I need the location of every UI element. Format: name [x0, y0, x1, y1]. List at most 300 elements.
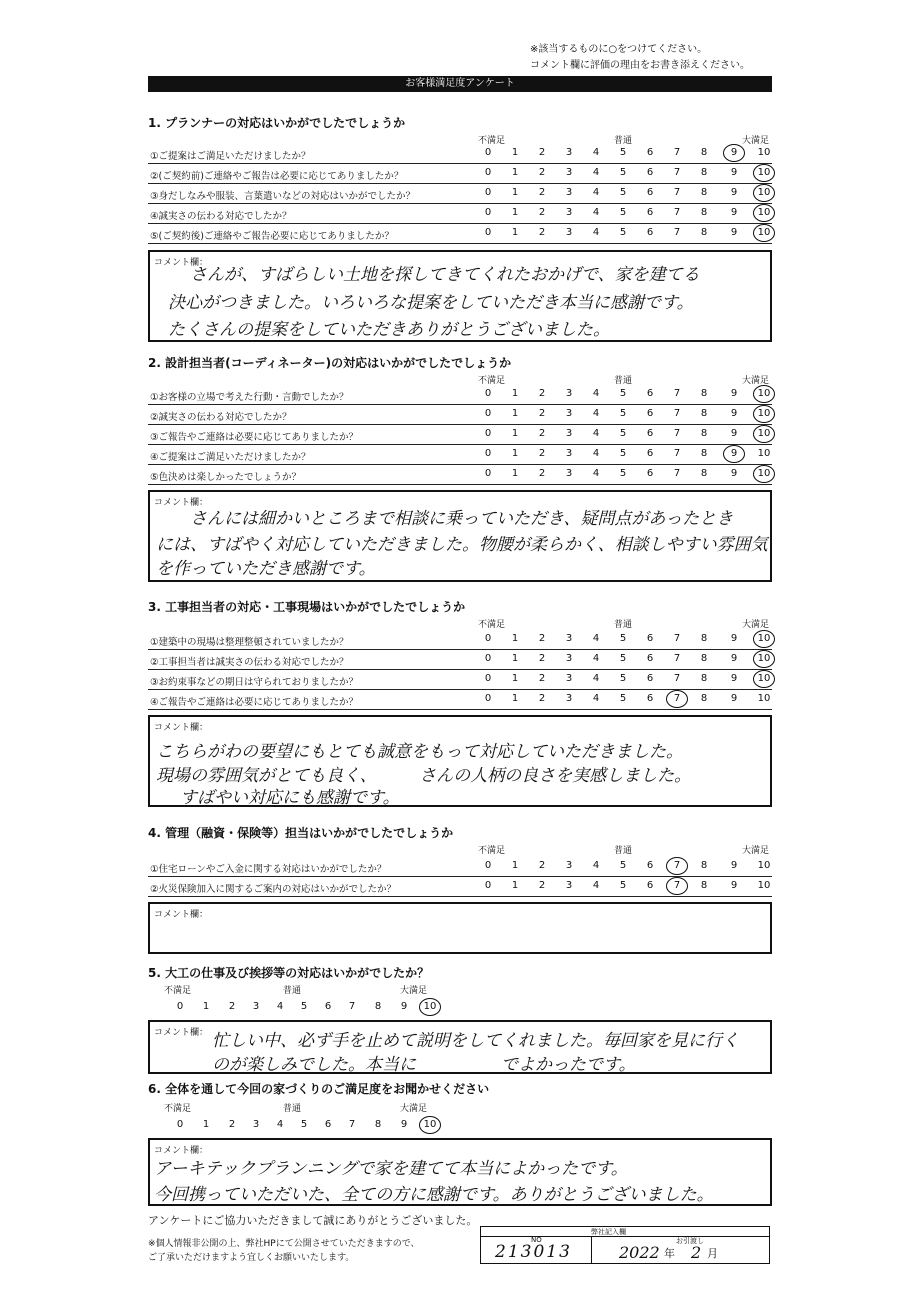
scale-high-label: 大満足: [400, 986, 428, 996]
scale-high-label: 大満足: [742, 136, 770, 146]
rating-option[interactable]: 7: [673, 880, 681, 891]
rating-option[interactable]: 1: [511, 227, 519, 238]
rating-option[interactable]: 1: [511, 653, 519, 664]
no-label: NO: [531, 1236, 542, 1244]
scale-low-label: 不満足: [478, 620, 506, 630]
rating-option[interactable]: 0: [484, 408, 492, 419]
rating-option[interactable]: 2: [538, 860, 546, 871]
rating-option[interactable]: 7: [673, 860, 681, 871]
rating-option[interactable]: 2: [538, 408, 546, 419]
section-5-scale: [148, 998, 448, 1018]
comment-line: 今回携っていただいた、全ての方に感謝です。ありがとうございました。: [154, 1185, 714, 1205]
scale-low-label: 不満足: [478, 136, 506, 146]
rating-option[interactable]: 9: [730, 207, 738, 218]
question-text: ②誠実さの伝わる対応でしたか？: [150, 412, 292, 423]
rating-option[interactable]: 1: [511, 880, 519, 891]
comment-line: アーキテックプランニングで家を建てて本当によかったです。: [154, 1159, 628, 1179]
rating-option[interactable]: 6: [646, 187, 654, 198]
rating-option[interactable]: 9: [730, 408, 738, 419]
rating-option[interactable]: 7: [673, 468, 681, 479]
rating-option[interactable]: 10: [757, 468, 771, 479]
rating-option[interactable]: 1: [202, 1119, 210, 1130]
rating-option[interactable]: 5: [619, 428, 627, 439]
rating-option[interactable]: 4: [592, 860, 600, 871]
rating-option[interactable]: 5: [619, 633, 627, 644]
rating-option[interactable]: 4: [592, 167, 600, 178]
comment-line: たくさんの提案をしていただきありがとうございました。: [168, 320, 610, 340]
rating-option[interactable]: 3: [565, 693, 573, 704]
rating-option[interactable]: 0: [484, 428, 492, 439]
rating-option[interactable]: 9: [730, 860, 738, 871]
rating-option[interactable]: 7: [673, 693, 681, 704]
rating-option[interactable]: 5: [619, 147, 627, 158]
question-row: [148, 204, 772, 224]
section-5-comment-box: [148, 1020, 772, 1074]
scale-mid-label: 普通: [283, 986, 302, 996]
rating-option[interactable]: 6: [646, 633, 654, 644]
rating-option[interactable]: 10: [757, 653, 771, 664]
rating-option[interactable]: 5: [619, 653, 627, 664]
rating-option[interactable]: 8: [374, 1119, 382, 1130]
rating-option[interactable]: 4: [592, 428, 600, 439]
rating-option[interactable]: 10: [757, 408, 771, 419]
scale-high-label: 大満足: [400, 1104, 428, 1114]
rating-option[interactable]: 7: [673, 227, 681, 238]
selected-rating-circle: [753, 385, 775, 403]
rating-option[interactable]: 6: [646, 468, 654, 479]
rating-option[interactable]: 9: [730, 468, 738, 479]
rating-option[interactable]: 0: [484, 468, 492, 479]
comment-label: コメント欄：: [154, 498, 209, 508]
rating-option[interactable]: 2: [538, 653, 546, 664]
rating-option[interactable]: 9: [730, 880, 738, 891]
question-row: [148, 857, 772, 877]
rating-option[interactable]: 8: [700, 468, 708, 479]
comment-label: コメント欄：: [154, 723, 209, 733]
rating-option[interactable]: 4: [592, 468, 600, 479]
rating-option[interactable]: 5: [619, 187, 627, 198]
rating-option[interactable]: 1: [511, 207, 519, 218]
rating-option[interactable]: 6: [646, 880, 654, 891]
selected-rating-circle: [419, 998, 441, 1016]
rating-option[interactable]: 3: [565, 633, 573, 644]
rating-option[interactable]: 4: [276, 1119, 284, 1130]
rating-option[interactable]: 4: [592, 388, 600, 399]
rating-option[interactable]: 5: [619, 408, 627, 419]
rating-option[interactable]: 6: [646, 860, 654, 871]
rating-option[interactable]: 7: [673, 207, 681, 218]
rating-option[interactable]: 6: [646, 227, 654, 238]
rating-option[interactable]: 6: [646, 388, 654, 399]
section-6-title: 6. 全体を通して今回の家づくりのご満足度をお聞かせください: [148, 1082, 490, 1096]
section-1-comment-box: [148, 250, 772, 342]
rating-option[interactable]: 0: [484, 448, 492, 459]
selected-rating-circle: [419, 1116, 441, 1134]
rating-option[interactable]: 0: [484, 860, 492, 871]
delivery-label: お引渡し: [676, 1237, 704, 1245]
comment-line: のが楽しみでした。本当に でよかったです。: [212, 1055, 636, 1075]
rating-option[interactable]: 10: [423, 1119, 437, 1130]
rating-option[interactable]: 5: [619, 880, 627, 891]
rating-option[interactable]: 3: [565, 207, 573, 218]
section-2-comment-box: [148, 490, 772, 582]
question-text: ②工事担当者は誠実さの伝わる対応でしたか？: [150, 657, 349, 668]
staff-use-box: [480, 1226, 770, 1264]
question-text: ②(ご契約前)ご連絡やご報告は必要に応じてありましたか？: [150, 171, 404, 182]
rating-option[interactable]: 5: [619, 693, 627, 704]
selected-rating-circle: [753, 164, 775, 182]
question-text: ④ご報告やご連絡は必要に応じてありましたか？: [150, 697, 359, 708]
rating-option[interactable]: 8: [700, 388, 708, 399]
rating-option[interactable]: 9: [730, 633, 738, 644]
rating-option[interactable]: 8: [700, 207, 708, 218]
rating-option[interactable]: 10: [757, 187, 771, 198]
comment-line: には、すばやく対応していただきました。物腰が柔らかく、相談しやすい雰囲気: [156, 535, 768, 555]
rating-option[interactable]: 2: [538, 388, 546, 399]
rating-option[interactable]: 2: [538, 227, 546, 238]
rating-option[interactable]: 9: [400, 1119, 408, 1130]
question-text: ⑤色決めは楽しかったでしょうか？: [150, 472, 302, 483]
scale-low-label: 不満足: [164, 1104, 192, 1114]
rating-option[interactable]: 2: [538, 880, 546, 891]
question-text: ①お客様の立場で考えた行動・言動でしたか？: [150, 392, 349, 403]
question-text: ①ご提案はご満足いただけましたか？: [150, 151, 311, 162]
question-row: [148, 144, 772, 164]
rating-option[interactable]: 2: [538, 187, 546, 198]
comment-label: コメント欄：: [154, 258, 209, 268]
rating-option[interactable]: 0: [484, 207, 492, 218]
question-text: ④誠実さの伝わる対応でしたか？: [150, 211, 292, 222]
rating-option[interactable]: 2: [538, 633, 546, 644]
rating-option[interactable]: 0: [484, 880, 492, 891]
rating-option[interactable]: 0: [484, 147, 492, 158]
comment-line: さんには細かいところまで相談に乗っていただき、疑問点があったとき: [190, 509, 734, 529]
question-row: [148, 465, 772, 485]
rating-option[interactable]: 10: [423, 1001, 437, 1012]
question-text: ③身だしなみや服装、言葉遣いなどの対応はいかがでしたか？: [150, 191, 416, 202]
rating-option[interactable]: 5: [619, 448, 627, 459]
rating-option[interactable]: 0: [484, 673, 492, 684]
scale-low-label: 不満足: [478, 846, 506, 856]
rating-option[interactable]: 9: [400, 1001, 408, 1012]
rating-option[interactable]: 6: [646, 167, 654, 178]
rating-option[interactable]: 8: [700, 227, 708, 238]
rating-option[interactable]: 7: [673, 187, 681, 198]
rating-option[interactable]: 2: [538, 147, 546, 158]
rating-option[interactable]: 10: [757, 227, 771, 238]
rating-option[interactable]: 10: [757, 147, 771, 158]
rating-option[interactable]: 3: [565, 187, 573, 198]
rating-option[interactable]: 8: [374, 1001, 382, 1012]
rating-option[interactable]: 3: [565, 147, 573, 158]
rating-option[interactable]: 0: [484, 227, 492, 238]
rating-option[interactable]: 10: [757, 633, 771, 644]
rating-option[interactable]: 5: [300, 1119, 308, 1130]
question-row: [148, 164, 772, 184]
question-text: ①住宅ローンやご入金に関する対応はいかがでしたか？: [150, 864, 387, 875]
selected-rating-circle: [666, 877, 688, 895]
rating-option[interactable]: 9: [730, 653, 738, 664]
rating-option[interactable]: 10: [757, 880, 771, 891]
rating-option[interactable]: 4: [276, 1001, 284, 1012]
scale-high-label: 大満足: [742, 620, 770, 630]
rating-option[interactable]: 4: [592, 693, 600, 704]
rating-option[interactable]: 1: [511, 673, 519, 684]
rating-option[interactable]: 10: [757, 167, 771, 178]
rating-option[interactable]: 1: [511, 388, 519, 399]
rating-option[interactable]: 10: [757, 207, 771, 218]
rating-option[interactable]: 2: [538, 468, 546, 479]
rating-option[interactable]: 2: [538, 673, 546, 684]
rating-option[interactable]: 7: [673, 167, 681, 178]
rating-option[interactable]: 5: [619, 207, 627, 218]
selected-rating-circle: [723, 144, 745, 162]
rating-option[interactable]: 10: [757, 693, 771, 704]
rating-option[interactable]: 8: [700, 187, 708, 198]
selected-rating-circle: [753, 405, 775, 423]
rating-option[interactable]: 5: [619, 673, 627, 684]
rating-option[interactable]: 5: [300, 1001, 308, 1012]
rating-option[interactable]: 5: [619, 227, 627, 238]
rating-option[interactable]: 7: [673, 448, 681, 459]
delivery-month: 2: [691, 1243, 702, 1262]
rating-option[interactable]: 2: [538, 448, 546, 459]
rating-option[interactable]: 3: [565, 448, 573, 459]
question-row: [148, 670, 772, 690]
rating-option[interactable]: 2: [538, 428, 546, 439]
rating-option[interactable]: 7: [673, 147, 681, 158]
rating-option[interactable]: 0: [484, 693, 492, 704]
rating-option[interactable]: 4: [592, 207, 600, 218]
rating-option[interactable]: 9: [730, 673, 738, 684]
rating-option[interactable]: 8: [700, 147, 708, 158]
rating-option[interactable]: 4: [592, 408, 600, 419]
question-row: [148, 224, 772, 244]
rating-option[interactable]: 9: [730, 693, 738, 704]
scale-mid-label: 普通: [614, 620, 633, 630]
rating-option[interactable]: 8: [700, 860, 708, 871]
delivery-year: 2022: [619, 1243, 660, 1262]
rating-option[interactable]: 0: [484, 167, 492, 178]
rating-option[interactable]: 3: [565, 167, 573, 178]
survey-title-bar: お客様満足度アンケート: [148, 76, 772, 92]
rating-option[interactable]: 0: [484, 633, 492, 644]
rating-option[interactable]: 10: [757, 388, 771, 399]
rating-option[interactable]: 3: [565, 408, 573, 419]
comment-instruction-note: コメント欄に評価の理由をお書き添えください。: [530, 60, 750, 71]
rating-option[interactable]: 9: [730, 187, 738, 198]
rating-option[interactable]: 7: [673, 388, 681, 399]
rating-option[interactable]: 4: [592, 187, 600, 198]
section-4-title: 4. 管理（融資・保険等）担当はいかがでしたでしょうか: [148, 826, 454, 840]
rating-option[interactable]: 5: [619, 167, 627, 178]
rating-option[interactable]: 7: [673, 428, 681, 439]
rating-option[interactable]: 2: [538, 693, 546, 704]
year-unit: 年: [664, 1247, 675, 1260]
section-2-title: 2. 設計担当者(コーディネーター)の対応はいかがでしたでしょうか: [148, 356, 512, 370]
rating-option[interactable]: 1: [511, 408, 519, 419]
rating-option[interactable]: 5: [619, 860, 627, 871]
comment-label: コメント欄：: [154, 910, 209, 920]
section-5-title: 5. 大工の仕事及び挨拶等の対応はいかがでしたか？: [148, 966, 430, 980]
rating-option[interactable]: 6: [324, 1119, 332, 1130]
selected-rating-circle: [753, 204, 775, 222]
rating-option[interactable]: 8: [700, 693, 708, 704]
rating-option[interactable]: 8: [700, 428, 708, 439]
selected-rating-circle: [753, 425, 775, 443]
question-row: [148, 405, 772, 425]
selected-rating-circle: [753, 670, 775, 688]
selected-rating-circle: [666, 690, 688, 708]
question-row: [148, 425, 772, 445]
question-text: ③お約束事などの期日は守られておりましたか？: [150, 677, 359, 688]
scale-mid-label: 普通: [614, 376, 633, 386]
question-text: ③ご報告やご連絡は必要に応じてありましたか？: [150, 432, 359, 443]
rating-option[interactable]: 9: [730, 448, 738, 459]
rating-option[interactable]: 8: [700, 448, 708, 459]
privacy-note-2: ご了承いただけますよう宜しくお願いいたします。: [148, 1253, 355, 1263]
privacy-note-1: ※個人情報非公開の上、弊社HPにて公開させていただきますので、: [148, 1239, 420, 1249]
question-row: [148, 630, 772, 650]
scale-high-label: 大満足: [742, 376, 770, 386]
rating-option[interactable]: 0: [484, 187, 492, 198]
rating-option[interactable]: 1: [511, 147, 519, 158]
rating-option[interactable]: 1: [202, 1001, 210, 1012]
rating-option[interactable]: 4: [592, 227, 600, 238]
rating-option[interactable]: 0: [484, 388, 492, 399]
section-6-scale: [148, 1116, 448, 1136]
rating-option[interactable]: 2: [538, 167, 546, 178]
question-row: [148, 877, 772, 897]
rating-option[interactable]: 6: [646, 147, 654, 158]
rating-option[interactable]: 0: [484, 653, 492, 664]
scale-low-label: 不満足: [478, 376, 506, 386]
question-row: [148, 690, 772, 710]
rating-option[interactable]: 5: [619, 388, 627, 399]
rating-option[interactable]: 8: [700, 633, 708, 644]
question-row: [148, 184, 772, 204]
rating-option[interactable]: 3: [565, 388, 573, 399]
rating-option[interactable]: 1: [511, 860, 519, 871]
comment-line: こちらがわの要望にもとても誠意をもって対応していただきました。: [156, 742, 683, 762]
rating-option[interactable]: 3: [565, 227, 573, 238]
rating-option[interactable]: 8: [700, 408, 708, 419]
selected-rating-circle: [753, 224, 775, 242]
rating-option[interactable]: 8: [700, 880, 708, 891]
selected-rating-circle: [753, 465, 775, 483]
comment-line: すばやい対応にも感謝です。: [180, 788, 400, 808]
rating-option[interactable]: 6: [646, 693, 654, 704]
rating-option[interactable]: 1: [511, 428, 519, 439]
rating-option[interactable]: 3: [252, 1001, 260, 1012]
rating-option[interactable]: 9: [730, 428, 738, 439]
section-6-comment-box: [148, 1138, 772, 1206]
scale-mid-label: 普通: [283, 1104, 302, 1114]
rating-option[interactable]: 10: [757, 448, 771, 459]
selected-rating-circle: [753, 630, 775, 648]
rating-option[interactable]: 4: [592, 673, 600, 684]
rating-option[interactable]: 4: [592, 880, 600, 891]
rating-option[interactable]: 3: [565, 673, 573, 684]
rating-option[interactable]: 1: [511, 167, 519, 178]
comment-label: コメント欄：: [154, 1028, 209, 1038]
selected-rating-circle: [666, 857, 688, 875]
rating-option[interactable]: 6: [646, 207, 654, 218]
rating-option[interactable]: 1: [511, 693, 519, 704]
rating-option[interactable]: 7: [673, 653, 681, 664]
rating-option[interactable]: 6: [646, 653, 654, 664]
rating-option[interactable]: 1: [511, 448, 519, 459]
rating-option[interactable]: 4: [592, 653, 600, 664]
rating-option[interactable]: 4: [592, 633, 600, 644]
rating-option[interactable]: 9: [730, 167, 738, 178]
rating-option[interactable]: 1: [511, 633, 519, 644]
rating-option[interactable]: 3: [565, 468, 573, 479]
scale-high-label: 大満足: [742, 846, 770, 856]
rating-option[interactable]: 7: [673, 633, 681, 644]
rating-option[interactable]: 3: [252, 1119, 260, 1130]
comment-line: 忙しい中、必ず手を止めて説明をしてくれました。毎回家を見に行く: [212, 1031, 739, 1051]
question-text: ⑤(ご契約後)ご連絡やご報告必要に応じてありましたか？: [150, 231, 394, 242]
rating-option[interactable]: 4: [592, 147, 600, 158]
rating-option[interactable]: 9: [730, 388, 738, 399]
question-text: ①建築中の現場は整理整頓されていましたか？: [150, 637, 349, 648]
question-text: ②火災保険加入に関するご案内の対応はいかがでしたか？: [150, 884, 397, 895]
rating-option[interactable]: 7: [348, 1001, 356, 1012]
rating-option[interactable]: 6: [646, 448, 654, 459]
scale-low-label: 不満足: [164, 986, 192, 996]
rating-option[interactable]: 6: [646, 428, 654, 439]
rating-option[interactable]: 4: [592, 448, 600, 459]
question-text: ④ご提案はご満足いただけましたか？: [150, 452, 311, 463]
rating-option[interactable]: 3: [565, 653, 573, 664]
rating-option[interactable]: 3: [565, 860, 573, 871]
rating-option[interactable]: 3: [565, 428, 573, 439]
rating-option[interactable]: 0: [176, 1001, 184, 1012]
rating-option[interactable]: 10: [757, 673, 771, 684]
scale-mid-label: 普通: [614, 846, 633, 856]
rating-option[interactable]: 1: [511, 468, 519, 479]
rating-option[interactable]: 10: [757, 428, 771, 439]
selected-rating-circle: [723, 445, 745, 463]
rating-option[interactable]: 0: [176, 1119, 184, 1130]
rating-option[interactable]: 7: [348, 1119, 356, 1130]
rating-option[interactable]: 2: [228, 1001, 236, 1012]
rating-option[interactable]: 3: [565, 880, 573, 891]
comment-line: さんが、すばらしい土地を探してきてくれたおかげで、家を建てる: [190, 265, 700, 285]
rating-option[interactable]: 5: [619, 468, 627, 479]
rating-option[interactable]: 8: [700, 167, 708, 178]
rating-option[interactable]: 2: [228, 1119, 236, 1130]
rating-option[interactable]: 9: [730, 147, 738, 158]
rating-option[interactable]: 10: [757, 860, 771, 871]
staff-header: 弊社記入欄: [591, 1228, 626, 1236]
comment-label: コメント欄：: [154, 1146, 209, 1156]
rating-option[interactable]: 7: [673, 673, 681, 684]
rating-option[interactable]: 1: [511, 187, 519, 198]
rating-option[interactable]: 2: [538, 207, 546, 218]
rating-option[interactable]: 6: [646, 408, 654, 419]
rating-option[interactable]: 6: [324, 1001, 332, 1012]
rating-option[interactable]: 8: [700, 653, 708, 664]
scale-mid-label: 普通: [614, 136, 633, 146]
comment-line: 決心がつきました。いろいろな提案をしていただき本当に感謝です。: [168, 293, 694, 313]
rating-option[interactable]: 6: [646, 673, 654, 684]
selected-rating-circle: [753, 184, 775, 202]
rating-option[interactable]: 8: [700, 673, 708, 684]
rating-option[interactable]: 9: [730, 227, 738, 238]
rating-option[interactable]: 7: [673, 408, 681, 419]
